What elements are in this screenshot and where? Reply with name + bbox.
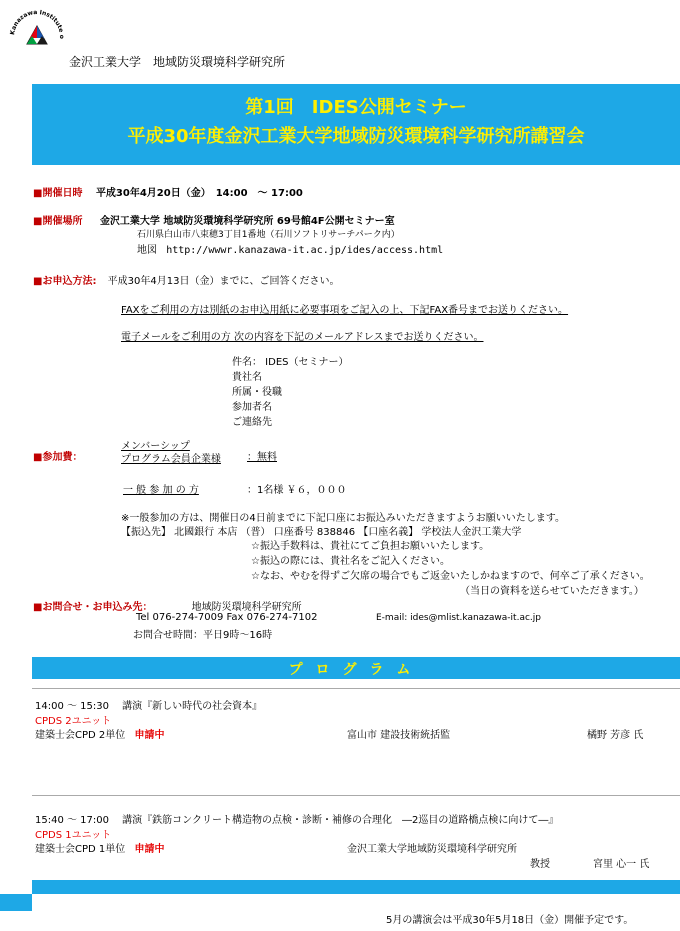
fax-note: FAXをご利用の方は別紙のお申込用紙に必要事項をご記入の上、下記FAX番号までお送りください。 — [121, 305, 569, 316]
session-1-cpd — [35, 726, 164, 741]
member-fee — [247, 448, 277, 463]
contact-hours: お問合せ時間：平日9時～16時 — [133, 630, 273, 641]
bank-info: 【振込先】 北國銀行 本店 （普） 口座番号 838846 【口座名義】 学校法人金沢工業大学 — [121, 527, 522, 538]
fee-label-row — [33, 448, 82, 463]
contact-row — [33, 598, 302, 613]
map-label: 地図 — [137, 245, 157, 256]
session-1-status: 申請中 — [134, 730, 165, 741]
fee-note-2: ☆振込の際には、貴社名をご記入ください。 — [251, 556, 450, 567]
apply-deadline: 平成30年4月13日（金）までに、ご回答ください。 — [107, 276, 340, 287]
fee-note-3: ☆なお、やむを得ずご欠席の場合でもご返金いたしかねますので、何卒ご了承ください。 — [251, 571, 650, 582]
session-divider — [32, 688, 680, 689]
session-1-affiliation: 富山市 建設技術統括監 — [347, 730, 451, 741]
datetime-value: 平成30年4月20日（金） 14:00 ～ 17:00 — [95, 188, 303, 199]
session-2-speaker: 宮里 心一 氏 — [593, 859, 650, 870]
session-divider — [32, 795, 680, 796]
contact-email[interactable]: E-mail: ides@mlist.kanazawa-it.ac.jp — [376, 613, 541, 623]
session-1-title: 14:00 ～ 15:30 講演『新しい時代の社会資本』 — [35, 701, 263, 712]
session-2-cpd-label: 建築士会CPD 1単位 — [35, 844, 126, 855]
map-link[interactable]: http://wwwr.kanazawa-it.ac.jp/ides/access.html — [166, 245, 444, 256]
seminar-title: 第1回 IDES公開セミナー — [245, 97, 467, 118]
apply-field: 貴社名 — [232, 372, 262, 383]
venue-map-row — [137, 241, 443, 256]
fee-label: ■参加費： — [33, 452, 83, 463]
venue-label: ■開催場所 — [33, 216, 83, 227]
datetime-row — [33, 184, 303, 199]
apply-field: 件名： IDES（セミナー） — [232, 357, 349, 368]
next-seminar-note: 5月の講演会は平成30年5月18日（金）開催予定です。 — [386, 915, 634, 926]
session-2-cpd — [35, 840, 164, 855]
session-1-cpd-label: 建築士会CPD 2単位 — [35, 730, 126, 741]
footer-corner — [0, 894, 32, 911]
apply-field: ご連絡先 — [232, 417, 272, 428]
session-2-status: 申請中 — [134, 844, 165, 855]
contact-label: ■お問合せ・お申込み先： — [33, 602, 153, 613]
session-2-cpds: CPDS 1ユニット — [35, 830, 112, 841]
session-2-affiliation: 金沢工業大学地域防災環境科学研究所 — [347, 844, 517, 855]
venue-row — [33, 212, 395, 227]
program-header — [32, 657, 680, 679]
kit-logo — [6, 6, 68, 68]
session-1-speaker: 橘野 芳彦 氏 — [587, 730, 644, 741]
contact-org: 地域防災環境科学研究所 — [191, 602, 302, 613]
apply-label: ■お申込方法: — [33, 276, 97, 287]
apply-row — [33, 272, 339, 287]
title-banner — [32, 84, 680, 165]
general-fee-value: ：1名様 ￥６，０００ — [247, 485, 347, 496]
fee-note-1: ☆振込手数料は、貴社にてご負担お願いいたします。 — [251, 541, 490, 552]
session-1-cpds: CPDS 2ユニット — [35, 716, 112, 727]
session-2-role: 教授 — [530, 859, 550, 870]
fee-note-4: （当日の資料を送らせていただきます。） — [460, 586, 644, 597]
logo-text: Kanazawa Institute o — [9, 8, 66, 39]
apply-field: 所属・役職 — [232, 387, 282, 398]
apply-field-list — [232, 355, 349, 430]
seminar-subtitle: 平成30年度金沢工業大学地域防災環境科学研究所講習会 — [127, 126, 585, 147]
footer-bar — [32, 880, 680, 894]
member-line1: メンバーシップ — [121, 441, 190, 452]
member-fee-value: ：無料 — [247, 452, 277, 463]
program-title: プログラム — [288, 662, 424, 678]
general-label: 一 般 参 加 の 方 — [123, 485, 199, 496]
venue-value: 金沢工業大学 地域防災環境科学研究所 69号館4F公開セミナー室 — [99, 216, 395, 227]
venue-address: 石川県白山市八束穂3丁目1番地（石川ソフトリサーチパーク内） — [137, 230, 400, 240]
apply-field: 参加者名 — [232, 402, 272, 413]
datetime-label: ■開催日時 — [33, 188, 83, 199]
organization-name: 金沢工業大学 地域防災環境科学研究所 — [69, 55, 286, 69]
session-2-title: 15:40 ～ 17:00 講演『鉄筋コンクリート構造物の点検・診断・補修の合理化 ―2巡目の道路橋点検に向けて―』 — [35, 815, 559, 826]
fee-notice: ※一般参加の方は、開催日の4日前までに下記口座にお振込みいただきますようお願いいたします。 — [121, 513, 565, 524]
member-label — [121, 440, 221, 466]
member-line2: プログラム会員企業様 — [121, 454, 221, 465]
contact-phone: Tel 076-274-7009 Fax 076-274-7102 — [136, 612, 318, 623]
email-note: 電子メールをご利用の方 次の内容を下記のメールアドレスまでお送りください。 — [121, 332, 484, 343]
